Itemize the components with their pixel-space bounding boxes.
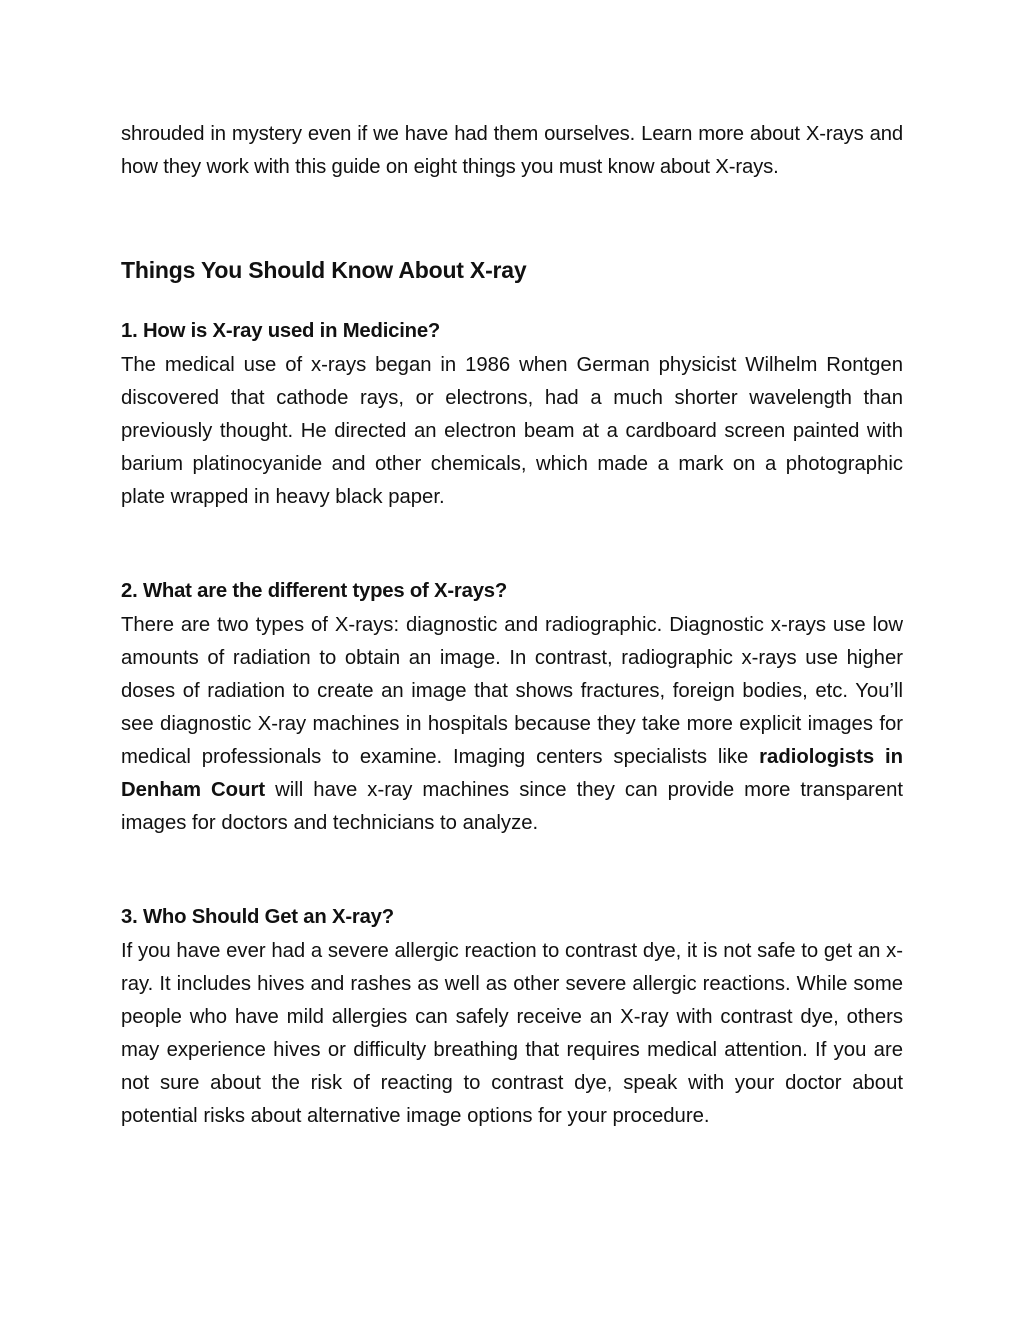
paragraph-1: The medical use of x-rays began in 1986 when German physicist Wilhelm Rontgen discovered that cathode rays, or electrons, had a much shorter wavelength than previously thought. He directed an electron beam at a cardboard screen painted with barium platinocyanide and other chemicals, which made a mark on a photographic plate wrapped in heavy black paper. bbox=[121, 354, 903, 508]
paragraph-2-start: There are two types of X-rays: diagnostic and radiographic. Diagnostic x-rays use low amounts of radiation to obtain an image. In contrast, radiographic x-rays use higher doses of radiation to create an image that shows fractures, foreign bodies, etc. You’ll see diagnostic X-ray machines in hospitals because they take more explicit images for medical professionals to examine. Imaging centers specialists like bbox=[121, 614, 903, 768]
paragraph-3: If you have ever had a severe allergic reaction to contrast dye, it is not safe to get an x-ray. It includes hives and rashes as well as other severe allergic reactions. While some people who have mild allergies can safely receive an X-ray with contrast dye, others may experience hives or difficulty breathing that requires medical attention. If you are not sure about the risk of reacting to contrast dye, speak with your doctor about potential risks about alternative image options for your procedure. bbox=[121, 940, 903, 1127]
subheading-1: 1. How is X-ray used in Medicine? bbox=[121, 320, 441, 342]
section-heading: Things You Should Know About X-ray bbox=[121, 257, 527, 283]
subheading-3: 3. Who Should Get an X-ray? bbox=[121, 906, 394, 928]
intro-paragraph: shrouded in mystery even if we have had them ourselves. Learn more about X-rays and how they work with this guide on eight things you must know about X-rays. bbox=[121, 123, 903, 178]
radiologists-link-text: radiologists in Denham Court bbox=[121, 746, 903, 801]
document-page bbox=[121, 118, 903, 1133]
paragraph-2-end: will have x-ray machines since they can provide more transparent images for doctors and technicians to analyze. bbox=[121, 779, 903, 834]
paragraph-2 bbox=[121, 609, 903, 840]
subheading-2: 2. What are the different types of X-rays? bbox=[121, 580, 508, 602]
